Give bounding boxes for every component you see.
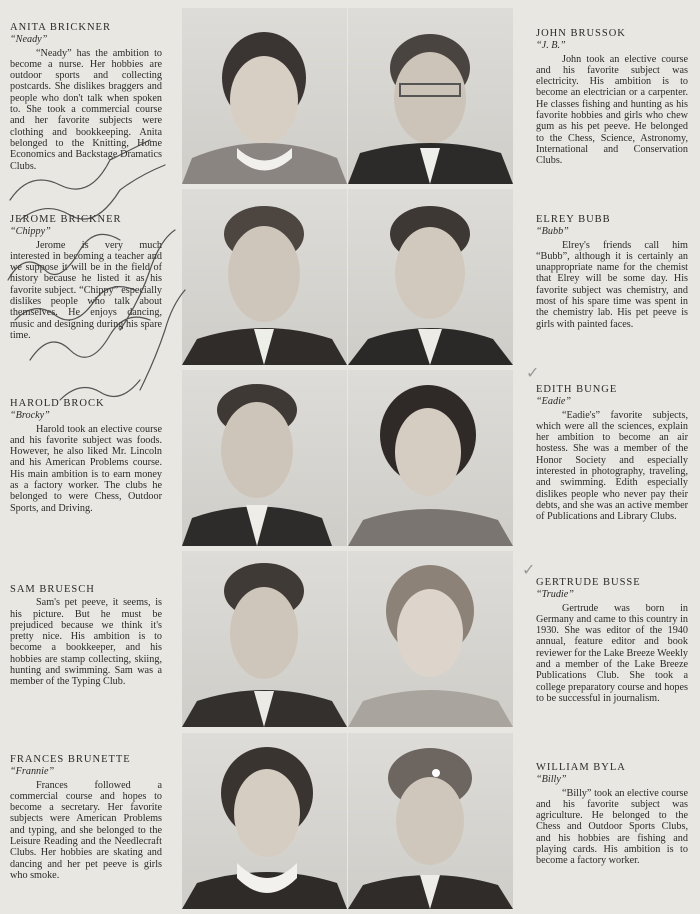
portrait-john-brussok (348, 8, 513, 184)
student-bio: Harold took an elective course and his favorite subject was foods. However, he also liked Mr. Lincoln and his American Problems course. His main ambition is to earn money as a factory worker. The clubs he belonged to were Chess, Outdoor Sports, and Driving. (10, 423, 162, 514)
student-name: HAROLD BROCK (10, 398, 105, 409)
bio-william-byla (536, 762, 688, 867)
portrait-gertrude-busse (348, 551, 513, 727)
portrait-jerome-brickner (182, 189, 347, 365)
student-bio: John took an elective course and his favorite subject was electricity. His ambition is to become an electrician or a carpenter. He classes fishing and hunting as his favorite hobbies and girls who chew gum as his pet peeve. He belonged to the Chess, Science, Astronomy, International and Conservation Clubs. (536, 53, 688, 167)
check-mark: ✓ (526, 363, 540, 382)
student-nickname: “Bubb” (536, 226, 569, 238)
student-name: WILLIAM BYLA (536, 762, 626, 773)
student-nickname: “Billy” (536, 774, 567, 786)
bio-elrey-bubb (536, 214, 688, 330)
student-name: ELREY BUBB (536, 214, 611, 225)
student-nickname: “Chippy” (10, 226, 51, 238)
student-name: FRANCES BRUNETTE (10, 754, 131, 765)
student-name: SAM BRUESCH (10, 584, 95, 595)
bio-edith-bunge (536, 384, 688, 523)
student-bio: “Billy” took an elective course and his favorite subject was agriculture. He belonged to the Chess and Outdoor Sports Clubs, and his hobbies are fishing and playing cards. His ambition is to become a factory worker. (536, 787, 688, 867)
bio-frances-brunette (10, 754, 162, 881)
student-nickname: “Trudie” (536, 589, 574, 601)
bio-sam-bruesch (10, 584, 162, 688)
portrait-william-byla (348, 733, 513, 909)
student-bio: Sam's pet peeve, it seems, is his picture. But he must be prejudiced because we think it's pretty nice. His ambition is to become a bookkeeper, and his hobbies are stamp collecting, skiing, hunting and swimming. Sam was a member of the Typing Club. (10, 597, 162, 688)
student-bio: Gertrude was born in Germany and came to this country in 1930. She was editor of the 1940 annual, feature editor and book reviewer for the Lake Breeze Weekly and a member of the Lake Breeze Publications Club. She took a college preparatory course and hopes to be successful in journalism. (536, 602, 689, 704)
bio-jerome-brickner (10, 214, 162, 341)
student-bio: “Eadie's” favorite subjects, which were all the sciences, explain her ambition to become an air hostess. She was a member of the Honor Society and especially interested in photography, traveling, and swimming. Edith especially dislikes people who never pay their debts, and she was an active member of Publications and Library Clubs. (536, 409, 688, 523)
bio-gertrude-busse (536, 577, 688, 704)
student-bio: “Neady” has the ambition to become a nurse. Her hobbies are outdoor sports and collecting postcards. She dislikes braggers and people who don't talk when spoken to. She took a commercial course and her favorite subjects were clothing and bookkeeping. Anita belonged to the Knitting, Home Economics and Backstage Dramatics Clubs. (10, 47, 162, 172)
student-name: JOHN BRUSSOK (536, 28, 626, 39)
check-mark: ✓ (522, 560, 536, 579)
portrait-frances-brunette (182, 733, 347, 909)
student-nickname: “Frannie” (10, 766, 55, 778)
student-name: EDITH BUNGE (536, 384, 618, 395)
student-name: JEROME BRICKNER (10, 214, 122, 225)
portrait-anita-brickner (182, 8, 347, 184)
bio-harold-brock (10, 398, 162, 514)
student-nickname: “Brocky” (10, 410, 50, 422)
student-bio: Jerome is very much interested in becoming a teacher and we suppose it will be in the field of history because he listed it as his favorite subject. “Chippy” especially dislikes people who talk about themselves. He enjoys dancing, music and designing during his spare time. (10, 239, 162, 341)
bio-anita-brickner (10, 22, 162, 172)
portrait-sam-bruesch (182, 551, 347, 727)
student-name: GERTRUDE BUSSE (536, 577, 641, 588)
portrait-edith-bunge (348, 370, 513, 546)
student-bio: Elrey's friends call him “Bubb”, although it is certainly an unappropriate name for the chemist that Elrey will be some day. His favorite subject was chemistry, and most of his spare time was spent in the chemistry lab. His pet peeve is girls with painted faces. (536, 239, 688, 330)
portrait-harold-brock (182, 370, 347, 546)
student-bio: Frances followed a commercial course and hopes to become a secretary. Her favorite subjects were American Problems and typing, and she belonged to the Leisure Reading and the Needlecraft Clubs. Her hobbies are skating and dancing and her pet peeve is girls who smoke. (10, 779, 162, 881)
portrait-elrey-bubb (348, 189, 513, 365)
student-nickname: “Eadie” (536, 396, 572, 408)
student-name: ANITA BRICKNER (10, 22, 111, 33)
bio-john-brussok (536, 28, 688, 167)
student-nickname: “J. B.” (536, 40, 566, 52)
student-nickname: “Neady” (10, 34, 48, 46)
